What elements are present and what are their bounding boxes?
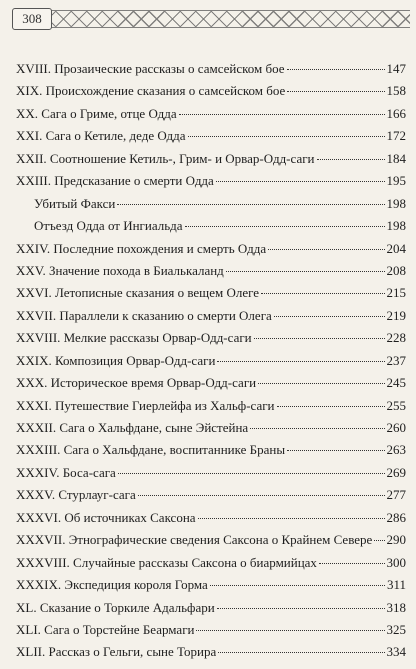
toc-entry — [16, 619, 406, 641]
dot-leader — [258, 383, 384, 384]
toc-entry-title: XXI. Сага о Кетиле, деде Одда — [16, 128, 186, 144]
dot-leader — [179, 114, 385, 115]
dot-leader — [374, 540, 384, 541]
dot-leader — [216, 181, 385, 182]
toc-entry-page: 325 — [386, 621, 406, 637]
toc-entry-title: XXX. Историческое время Орвар-Одд-саги — [16, 375, 257, 391]
dot-leader — [198, 518, 385, 519]
toc-entry-title: XXIII. Предсказание о смерти Одда — [16, 173, 214, 189]
toc-entry-title: XXXVII. Этнографические сведения Саксона о Крайнем Севере — [16, 532, 373, 548]
toc-entry-title: XXV. Значение похода в Биалькаланд — [16, 262, 224, 278]
dot-leader — [188, 136, 385, 137]
dot-leader — [210, 585, 385, 586]
toc-entry-page: 269 — [386, 464, 406, 480]
toc-entry-title: XLI. Сага о Торстейне Беармаги — [16, 621, 195, 637]
page-header — [8, 6, 410, 32]
toc-entry-title: XXXI. Путешествие Гиерлейфа из Хальф-саги — [16, 397, 275, 413]
dot-leader — [218, 652, 384, 653]
toc-entry — [16, 103, 406, 125]
toc-entry-page: 318 — [386, 599, 406, 615]
toc-entry — [16, 574, 406, 596]
decorative-border — [48, 10, 410, 28]
toc-entry — [16, 641, 406, 663]
toc-entry-title: XXVIII. Мелкие рассказы Орвар-Одд-саги — [16, 330, 252, 346]
toc-entry-page: 198 — [386, 218, 406, 234]
toc-entry-page: 255 — [386, 397, 406, 413]
toc-entry-title: XXXII. Сага о Хальфдане, сыне Эйстейна — [16, 420, 249, 435]
toc-entry-title: XXXVI. Об источниках Саксона — [16, 509, 196, 525]
toc-entry — [16, 58, 406, 80]
toc-entry-title: XXIV. Последние похождения и смерть Одда — [16, 240, 267, 256]
toc-entry-page: 277 — [386, 487, 406, 503]
toc-entry-page: 290 — [386, 532, 406, 548]
toc-entry-title: XIX. Происхождение сказания о самсейском бое — [16, 83, 286, 99]
dot-leader — [261, 293, 384, 294]
toc-entry-page: 311 — [386, 577, 406, 593]
toc-entry-title: Отъезд Одда от Ингиальда — [34, 218, 183, 234]
toc-entry-title: XXVI. Летописные сказания о вещем Олеге — [16, 285, 260, 301]
toc-entry — [16, 80, 406, 102]
toc-entry — [16, 395, 406, 417]
toc-entry — [16, 282, 406, 304]
toc-entry-title: XXXIII. Сага о Хальфдане, воспитаннике Браны — [16, 442, 286, 458]
toc-entry-title: XXXV. Стурлауг-сага — [16, 487, 136, 503]
toc-entry-page: 260 — [386, 420, 406, 435]
toc-entry-page: 198 — [386, 195, 406, 211]
toc-subentry — [16, 215, 406, 237]
toc-entry-page: 208 — [386, 262, 406, 278]
toc-entry-page: 215 — [386, 285, 406, 301]
dot-leader — [287, 69, 385, 70]
toc-entry — [16, 484, 406, 506]
dot-leader — [277, 406, 385, 407]
dot-leader — [226, 271, 385, 272]
toc-entry-title: XXIX. Композиция Орвар-Одд-саги — [16, 352, 216, 368]
toc-entry-page: 158 — [386, 83, 406, 99]
toc-entry — [16, 462, 406, 484]
toc-entry — [16, 552, 406, 574]
dot-leader — [287, 91, 384, 92]
toc-entry-page: 245 — [386, 375, 406, 391]
toc-entry — [16, 260, 406, 282]
toc-entry-title: XLII. Рассказ о Гельги, сыне Торира — [16, 644, 217, 660]
toc-entry-page: 219 — [386, 307, 406, 323]
dot-leader — [118, 473, 385, 474]
toc-entry — [16, 417, 406, 439]
toc-entry-page: 263 — [386, 442, 406, 458]
toc-entry-page: 228 — [386, 330, 406, 346]
toc-entry-page: 147 — [386, 61, 406, 76]
toc-entry-page: 237 — [386, 352, 406, 368]
toc-entry-title: XXVII. Параллели к сказанию о смерти Олега — [16, 307, 272, 323]
toc-entry — [16, 597, 406, 619]
toc-entry-page: 184 — [386, 150, 406, 166]
toc-entry — [16, 148, 406, 170]
toc-entry-page: 300 — [386, 554, 406, 570]
dot-leader — [196, 630, 384, 631]
dot-leader — [185, 226, 385, 227]
dot-leader — [217, 608, 385, 609]
toc-entry-title: XL. Сказание о Торкиле Адальфари — [16, 599, 215, 615]
toc-subentry — [16, 193, 406, 215]
toc-entry — [16, 529, 406, 551]
dot-leader — [254, 338, 385, 339]
toc-entry-page: 286 — [386, 509, 406, 525]
toc-entry-title: XXXIX. Экспедиция короля Горма — [16, 577, 208, 593]
toc-entry — [16, 372, 406, 394]
toc-entry — [16, 439, 406, 461]
dot-leader — [274, 316, 385, 317]
dot-leader — [138, 495, 385, 496]
toc-entry-page: 195 — [386, 173, 406, 189]
table-of-contents — [16, 58, 406, 664]
dot-leader — [319, 563, 385, 564]
dot-leader — [250, 428, 384, 429]
toc-entry — [16, 305, 406, 327]
toc-entry-title: XX. Сага о Гриме, отце Одда — [16, 105, 177, 121]
page-number: 308 — [12, 8, 52, 30]
toc-entry-title: XXXVIII. Случайные рассказы Саксона о биармийцах — [16, 554, 317, 570]
toc-entry — [16, 125, 406, 147]
toc-entry-page: 166 — [386, 105, 406, 121]
dot-leader — [117, 204, 384, 205]
toc-entry-title: XXXIV. Боса-сага — [16, 464, 116, 480]
toc-entry — [16, 350, 406, 372]
toc-entry — [16, 507, 406, 529]
toc-entry-title: XVIII. Прозаические рассказы о самсейском бое — [16, 61, 285, 76]
dot-leader — [287, 450, 384, 451]
toc-entry-page: 204 — [386, 240, 406, 256]
toc-entry-page: 172 — [386, 128, 406, 144]
toc-entry-page: 334 — [386, 644, 406, 660]
dot-leader — [217, 361, 384, 362]
toc-entry-title: Убитый Факси — [34, 195, 116, 211]
toc-entry — [16, 238, 406, 260]
toc-entry — [16, 170, 406, 192]
dot-leader — [268, 249, 384, 250]
toc-entry — [16, 327, 406, 349]
dot-leader — [317, 159, 385, 160]
toc-entry-title: XXII. Соотношение Кетиль-, Грим- и Орвар-Одд-саги — [16, 150, 315, 166]
